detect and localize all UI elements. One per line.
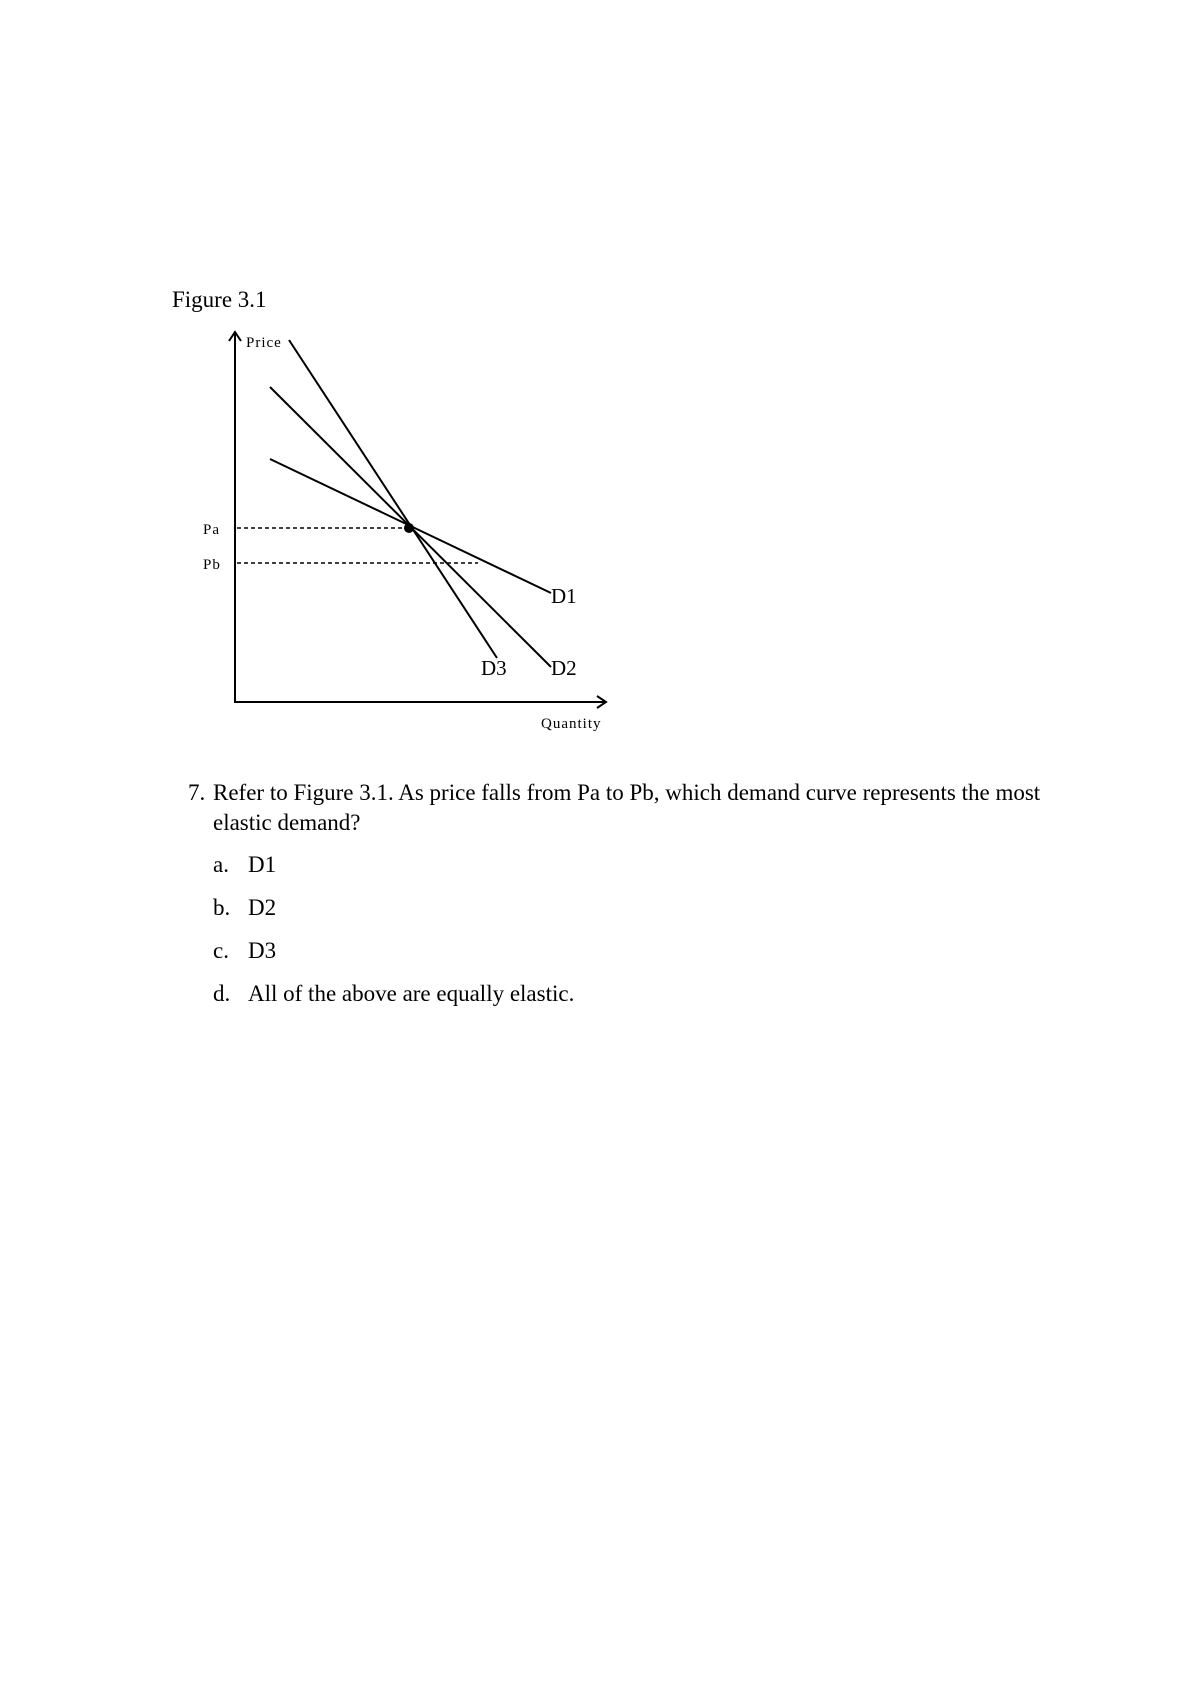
curve-label-d3: D3 — [481, 656, 507, 680]
price-level-pb-label: Pb — [203, 557, 221, 573]
option-letter: b. — [213, 895, 231, 920]
option-text: D3 — [248, 938, 277, 963]
option-text: D1 — [248, 852, 277, 877]
option-letter: a. — [213, 852, 229, 877]
answer-option — [213, 851, 574, 894]
question-number: 7. — [188, 780, 206, 805]
option-text: All of the above are equally elastic. — [248, 981, 575, 1006]
answer-options — [213, 851, 574, 1023]
figure-caption: Figure 3.1 — [172, 287, 267, 312]
curve-label-d2: D2 — [551, 656, 577, 680]
question-block — [188, 778, 1068, 838]
question-text: Refer to Figure 3.1. As price falls from Pa to Pb, which demand curve represents the most elastic demand? — [213, 780, 1041, 835]
option-text: D2 — [248, 895, 277, 920]
price-level-pa-label: Pa — [203, 522, 220, 538]
option-letter: c. — [213, 938, 229, 963]
demand-curve-d3 — [289, 340, 497, 658]
answer-option — [213, 894, 574, 937]
answer-option — [213, 980, 574, 1023]
option-letter: d. — [213, 981, 231, 1006]
y-axis-label: Price — [246, 335, 282, 351]
intersection-point — [404, 523, 414, 533]
curve-label-d1: D1 — [551, 584, 577, 608]
answer-option — [213, 937, 574, 980]
demand-chart — [0, 0, 1191, 760]
x-axis-label: Quantity — [541, 716, 602, 732]
